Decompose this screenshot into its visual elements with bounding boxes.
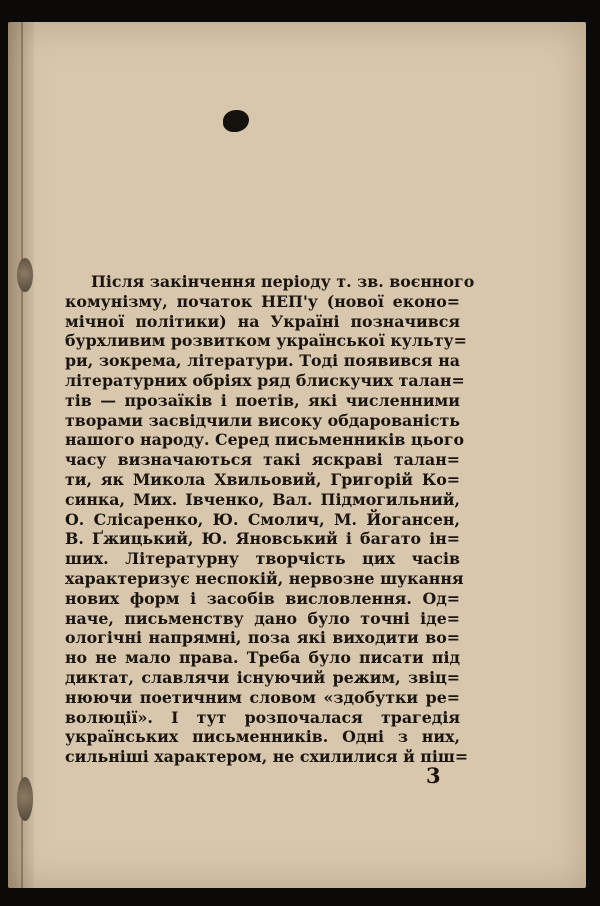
text-line: синка, Мих. Івченко, Вал. Підмогильний,	[65, 489, 460, 509]
staple-top	[17, 258, 33, 292]
text-line: ологічні напрямні, поза які виходити во=	[65, 628, 460, 648]
text-line: наче, письменству дано було точні іде=	[65, 608, 460, 628]
text-line: Після закінчення періоду т. зв. воєнного	[91, 272, 475, 291]
text-line: нашого народу. Серед письменників цього	[65, 430, 465, 450]
text-line: комунізму, початок НЕП'у (нової еконо=	[65, 291, 460, 311]
text-line: сильніші характером, не схилилися й піш=	[65, 747, 469, 767]
text-line: В. Ґжицький, Ю. Яновський і багато ін=	[65, 529, 460, 549]
text-line: волюції». І тут розпочалася трагедія	[65, 707, 460, 727]
text-line: українських письменників. Одні з них,	[65, 727, 460, 747]
text-line: диктат, славлячи існуючий режим, звіц=	[65, 667, 460, 687]
text-line: ти, як Микола Хвильовий, Григорій Ко=	[65, 469, 460, 489]
staple-bottom	[17, 777, 33, 821]
text-line: О. Слісаренко, Ю. Смолич, М. Йогансен,	[65, 509, 460, 529]
text-line: творами засвідчили високу обдарованість	[65, 410, 460, 430]
binding-fold	[21, 22, 23, 888]
text-line: характеризує неспокій, нервозне шукання	[65, 568, 464, 588]
body-text	[65, 272, 475, 767]
text-line: ших. Літературну творчість цих часів	[65, 549, 460, 569]
text-line: ри, зокрема, літератури. Тоді появився на	[65, 351, 460, 371]
text-line: мічної політики) на Україні позначився	[65, 311, 460, 331]
text-line: літературних обріях ряд блискучих талан=	[65, 370, 465, 390]
text-line: нових форм і засобів висловлення. Од=	[65, 588, 460, 608]
text-line: тів — прозаїків і поетів, які численними	[65, 390, 460, 410]
text-line: нюючи поетичним словом «здобутки ре=	[65, 687, 460, 707]
text-line: бурхливим розвитком української культу=	[65, 331, 467, 351]
page-number: 3	[426, 763, 441, 788]
text-line: но не мало права. Треба було писати під	[65, 648, 460, 668]
text-line: часу визначаються такі яскраві талан=	[65, 450, 460, 470]
